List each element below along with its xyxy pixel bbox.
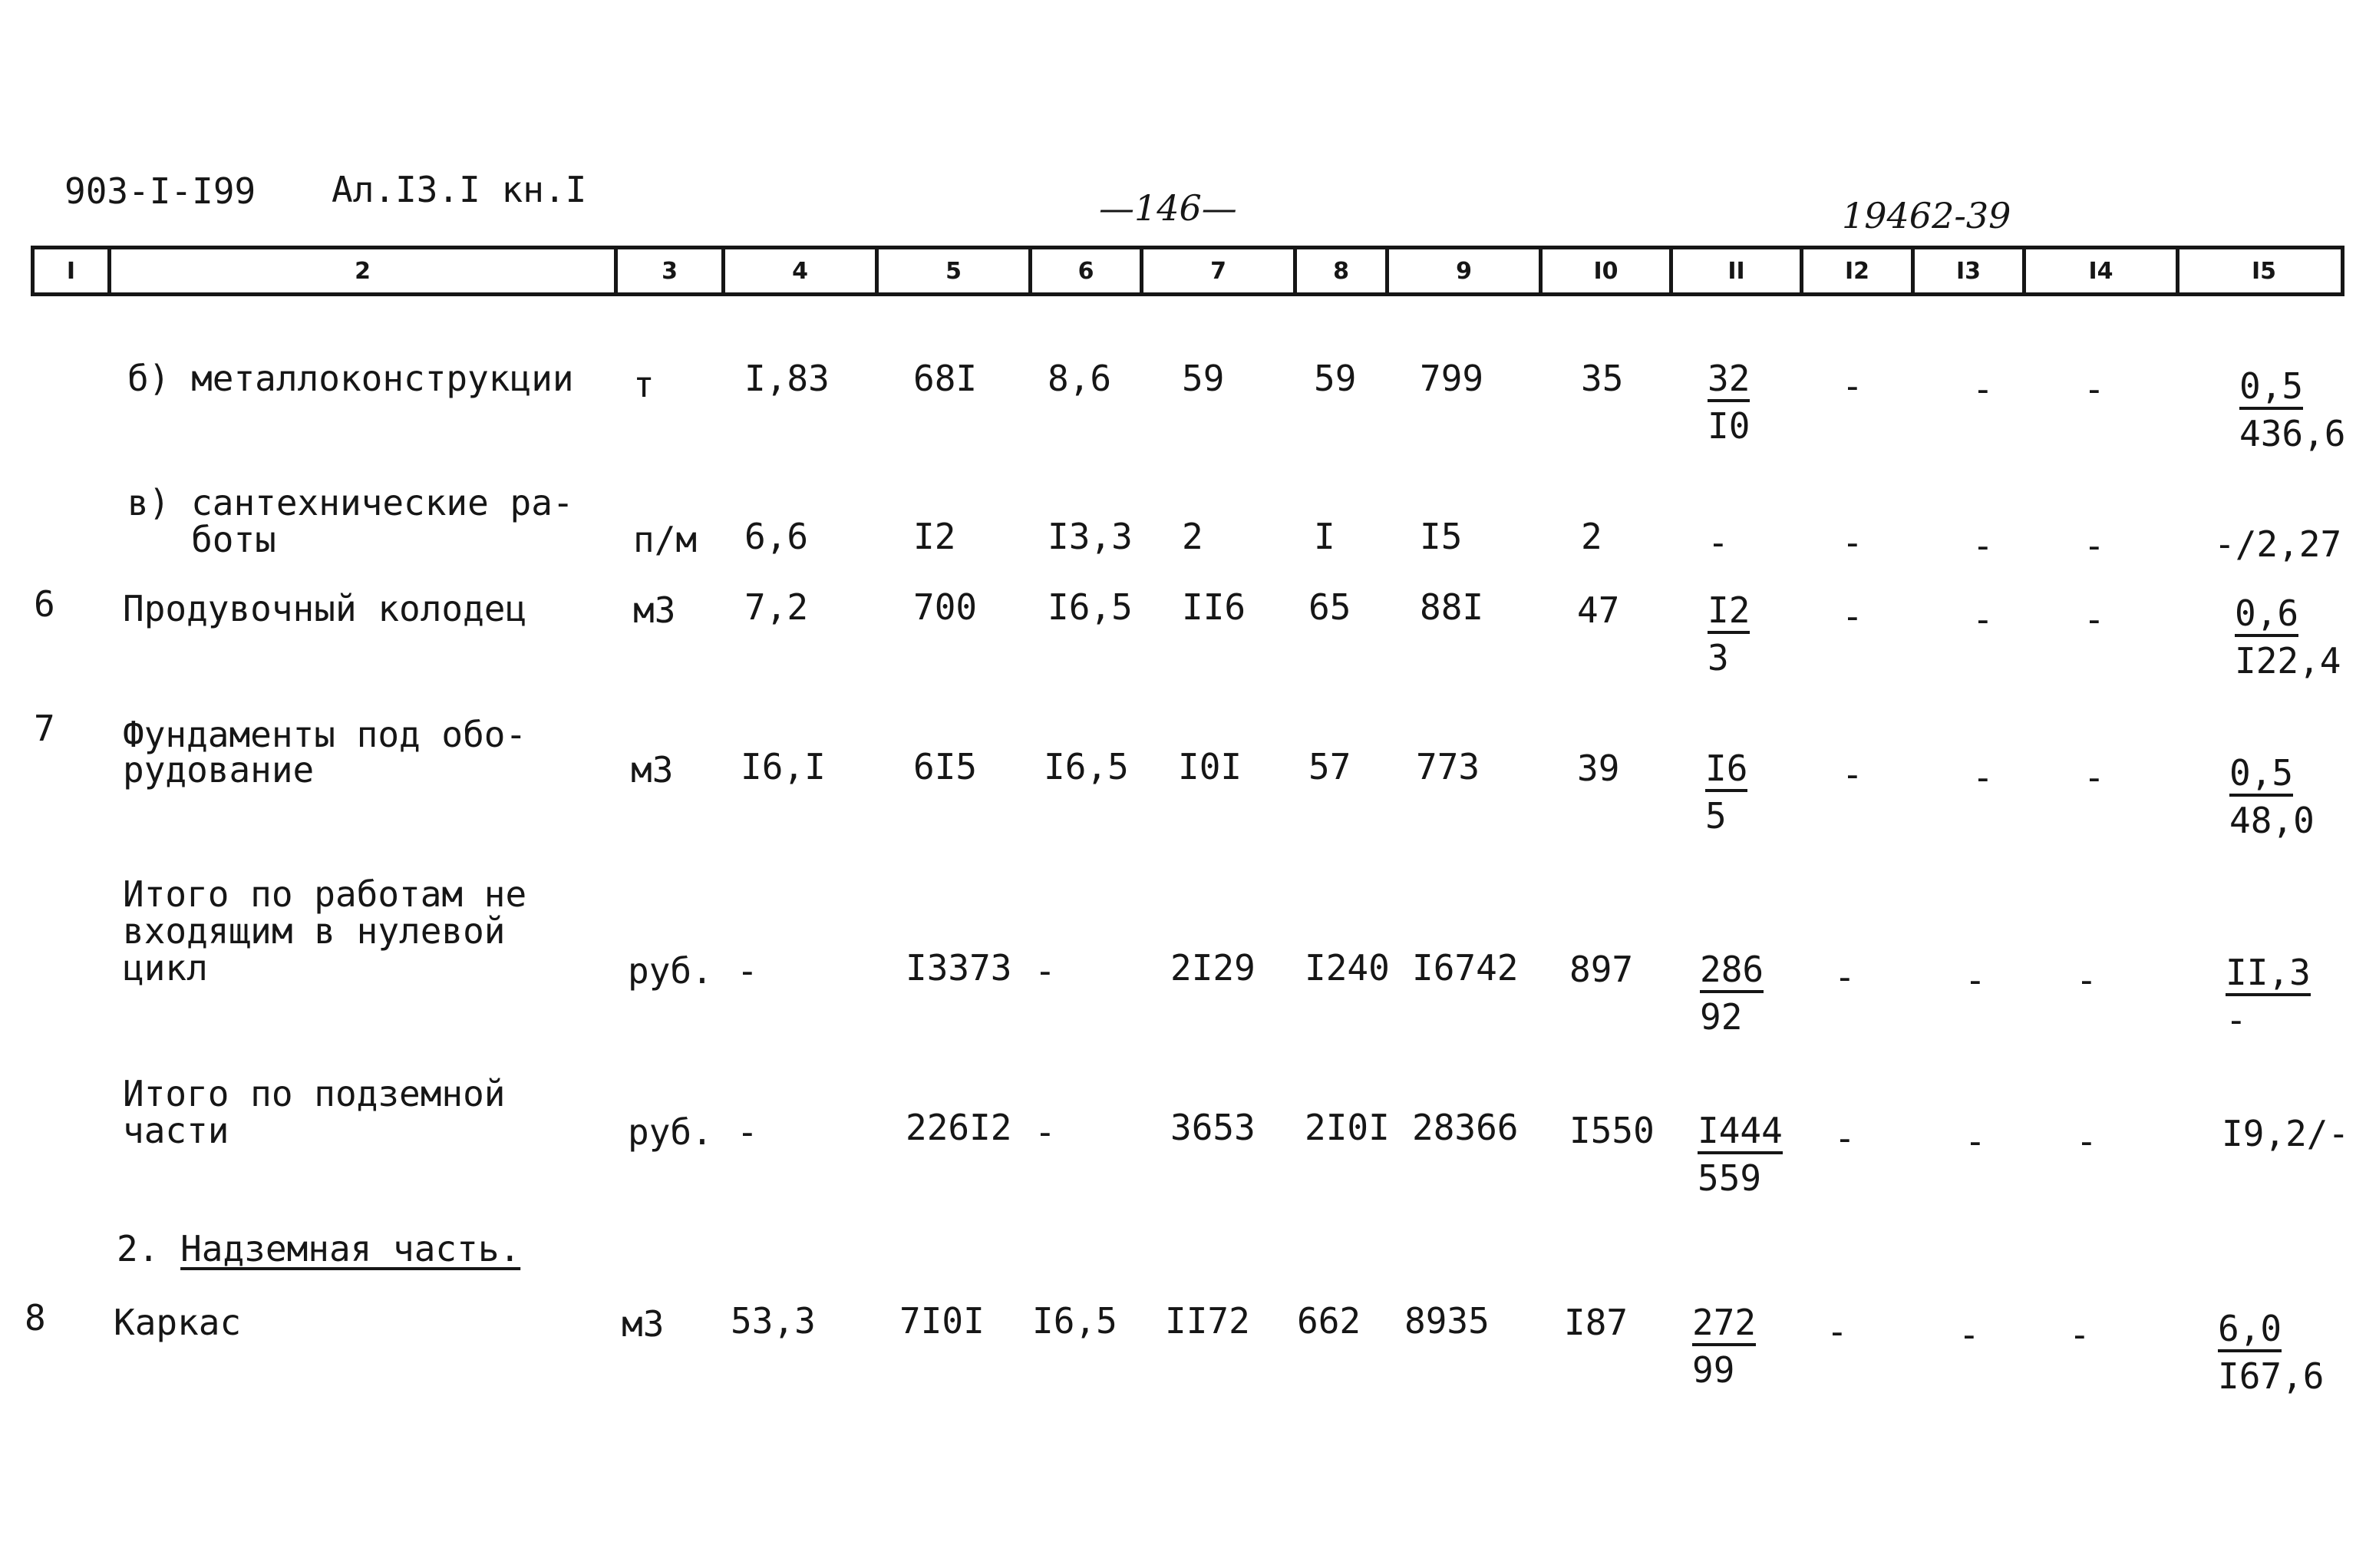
column-number-row: [31, 246, 2344, 296]
row-unit: м3: [631, 749, 674, 791]
fraction-numerator: I6: [1705, 751, 1747, 792]
cell-col6: I6,5: [1032, 1300, 1117, 1342]
cell-col4: 7,2: [744, 586, 809, 628]
col-header-7: 7: [1140, 249, 1293, 292]
cell-col5: I2: [913, 516, 956, 557]
cell-col14: -: [2084, 757, 2105, 798]
cell-col9: 799: [1420, 358, 1484, 399]
cell-col8: 57: [1308, 746, 1351, 787]
cell-col11-fraction: [1705, 748, 1748, 837]
cell-col9: 88I: [1420, 586, 1484, 628]
row-name-line2: рудование: [123, 749, 315, 791]
cell-col13: -: [1972, 368, 1994, 410]
cell-col8: 59: [1314, 358, 1357, 399]
fraction-denominator: 436,6: [2239, 413, 2346, 454]
cell-col12: -: [1834, 956, 1856, 998]
cell-col6: -: [1034, 950, 1056, 992]
cell-col13: -: [1958, 1314, 1980, 1355]
col-header-1: I: [66, 257, 76, 285]
cell-col8: I: [1314, 516, 1335, 557]
cell-col15-fraction: [2218, 1308, 2325, 1397]
cell-col11-fraction: [1698, 1110, 1783, 1199]
row-name-line2: входящим в нулевой: [123, 910, 506, 952]
fraction-numerator: 286: [1700, 952, 1764, 993]
cell-col10: 35: [1581, 358, 1624, 399]
cell-col14: -: [2084, 525, 2105, 566]
cell-col4: 6,6: [744, 516, 809, 557]
cell-col10: 2: [1581, 516, 1602, 557]
row-unit: п/м: [633, 519, 698, 560]
cell-col15: -/2,27: [2214, 523, 2342, 565]
cell-col10: I550: [1569, 1110, 1655, 1151]
cell-col12: -: [1826, 1311, 1848, 1352]
cell-col14: -: [2084, 599, 2105, 640]
cell-col7: II6: [1182, 586, 1246, 628]
col-header-3: 3: [614, 249, 721, 292]
col-header-11: II: [1669, 249, 1800, 292]
cell-col14: -: [2069, 1314, 2090, 1355]
cell-col15-fraction: [2226, 952, 2311, 1041]
document-code: 903-I-I99: [64, 170, 256, 212]
fraction-numerator: 272: [1692, 1305, 1756, 1346]
cell-col6: 8,6: [1048, 358, 1112, 399]
cell-col15: I9,2/-: [2222, 1113, 2350, 1154]
cell-col5: 68I: [913, 358, 978, 399]
section-number: 2.: [117, 1228, 160, 1269]
row-name: Каркас: [114, 1302, 242, 1343]
cell-col15-fraction: [2235, 593, 2341, 682]
fraction-numerator: I444: [1698, 1113, 1783, 1154]
fraction-numerator: 0,5: [2239, 368, 2303, 410]
cell-col8: 65: [1308, 586, 1351, 628]
cell-col12: -: [1834, 1117, 1856, 1159]
cell-col15-fraction: [2239, 365, 2346, 454]
row-unit: т: [633, 364, 655, 405]
row-name-line1: Итого по работам не: [123, 873, 527, 915]
cell-col12: -: [1842, 596, 1863, 637]
cell-col5: I3373: [906, 947, 1012, 989]
page-number: —146—: [1099, 187, 1237, 229]
cell-col13: -: [1965, 1121, 1986, 1162]
cell-col6: I6,5: [1044, 746, 1129, 787]
row-name-line1: Итого по подземной: [123, 1073, 506, 1114]
fraction-numerator: 32: [1708, 361, 1750, 402]
fraction-denominator: 5: [1705, 795, 1727, 837]
cell-col13: -: [1972, 525, 1994, 566]
cell-col7: 3653: [1170, 1107, 1256, 1148]
col-header-14: I4: [2022, 249, 2176, 292]
fraction-numerator: II,3: [2226, 955, 2311, 996]
fraction-denominator: 48,0: [2229, 800, 2315, 841]
col-header-12: I2: [1800, 249, 1911, 292]
cell-col12: -: [1842, 754, 1863, 795]
cell-col9: 8935: [1404, 1300, 1490, 1342]
cell-col7: 2: [1182, 516, 1203, 557]
row-name-line1: Фундаменты под обо-: [123, 714, 527, 755]
fraction-denominator: -: [2226, 999, 2247, 1041]
row-number: 8: [25, 1297, 46, 1339]
col-header-13: I3: [1911, 249, 2022, 292]
inventory-number: 19462-39: [1842, 195, 2011, 236]
cell-col8: I240: [1305, 947, 1390, 989]
cell-col5: 6I5: [913, 746, 978, 787]
cell-col9: I5: [1420, 516, 1463, 557]
cell-col5: 700: [913, 586, 978, 628]
cell-col6: I3,3: [1048, 516, 1133, 557]
cell-col13: -: [1972, 757, 1994, 798]
row-unit: руб.: [628, 950, 713, 992]
cell-col13: -: [1965, 959, 1986, 1001]
fraction-numerator: I2: [1708, 593, 1750, 634]
row-name: б) металлоконструкции: [127, 358, 574, 399]
cell-col6: -: [1034, 1111, 1056, 1153]
cell-col9: 773: [1416, 746, 1480, 787]
cell-col11-fraction: [1708, 589, 1751, 678]
cell-col5: 226I2: [906, 1107, 1012, 1148]
cell-col6: I6,5: [1048, 586, 1133, 628]
cell-col4: I6,I: [741, 746, 826, 787]
cell-col4: -: [737, 950, 758, 992]
cell-col14: -: [2076, 959, 2097, 1001]
row-number: 7: [34, 708, 55, 749]
cell-col7: 59: [1182, 358, 1225, 399]
section-heading: [117, 1228, 521, 1269]
fraction-denominator: 559: [1698, 1157, 1762, 1199]
fraction-denominator: 99: [1692, 1349, 1735, 1391]
fraction-numerator: 0,6: [2235, 596, 2298, 637]
cell-col11-fraction: [1692, 1302, 1757, 1391]
col-header-2: 2: [107, 249, 614, 292]
row-number: 6: [34, 583, 55, 625]
row-unit: м3: [633, 589, 676, 631]
col-header-4: 4: [721, 249, 875, 292]
col-header-9: 9: [1385, 249, 1539, 292]
row-name-line1: в) сантехнические ра-: [127, 482, 574, 523]
fraction-denominator: I0: [1708, 405, 1751, 447]
fraction-denominator: 3: [1708, 637, 1729, 678]
cell-col7: II72: [1165, 1300, 1250, 1342]
fraction-denominator: I22,4: [2235, 640, 2341, 682]
row-name-line2: боты: [127, 519, 276, 560]
cell-col12: -: [1842, 522, 1863, 563]
fraction-denominator: I67,6: [2218, 1355, 2325, 1397]
cell-col14: -: [2076, 1121, 2097, 1162]
row-name: Продувочный колодец: [123, 588, 527, 629]
cell-col13: -: [1972, 599, 1994, 640]
cell-col7: 2I29: [1170, 947, 1256, 989]
col-header-6: 6: [1028, 249, 1140, 292]
cell-col14: -: [2084, 368, 2105, 410]
cell-col11-fraction: [1700, 949, 1764, 1038]
cell-col4: 53,3: [731, 1300, 816, 1342]
album-reference: Ал.I3.I кн.I: [332, 169, 587, 210]
fraction-numerator: 6,0: [2218, 1311, 2282, 1352]
cell-col9: 28366: [1412, 1107, 1519, 1148]
cell-col7: I0I: [1178, 746, 1242, 787]
fraction-numerator: 0,5: [2229, 755, 2293, 797]
cell-col10: I87: [1564, 1302, 1628, 1343]
fraction-denominator: 92: [1700, 996, 1743, 1038]
section-title: Надземная часть.: [180, 1228, 521, 1269]
cell-col5: 7I0I: [899, 1300, 985, 1342]
col-header-10: I0: [1539, 249, 1669, 292]
cell-col8: 662: [1297, 1300, 1361, 1342]
cell-col10: 897: [1569, 949, 1634, 990]
cell-col4: -: [737, 1111, 758, 1153]
col-header-5: 5: [875, 249, 1028, 292]
row-unit: руб.: [628, 1111, 713, 1153]
cell-col10: 47: [1577, 589, 1620, 631]
row-name-line3: цикл: [123, 947, 208, 989]
cell-col12: -: [1842, 365, 1863, 407]
col-header-15: I5: [2176, 249, 2348, 292]
col-header-8: 8: [1293, 249, 1385, 292]
cell-col9: I6742: [1412, 947, 1519, 989]
row-name-line2: части: [123, 1110, 229, 1151]
cell-col10: 39: [1577, 748, 1620, 789]
row-unit: м3: [622, 1303, 665, 1345]
cell-col11: -: [1708, 522, 1729, 563]
cell-col11-fraction: [1708, 358, 1751, 447]
cell-col15-fraction: [2229, 752, 2315, 841]
cell-col4: I,83: [744, 358, 830, 399]
cell-col8: 2I0I: [1305, 1107, 1390, 1148]
